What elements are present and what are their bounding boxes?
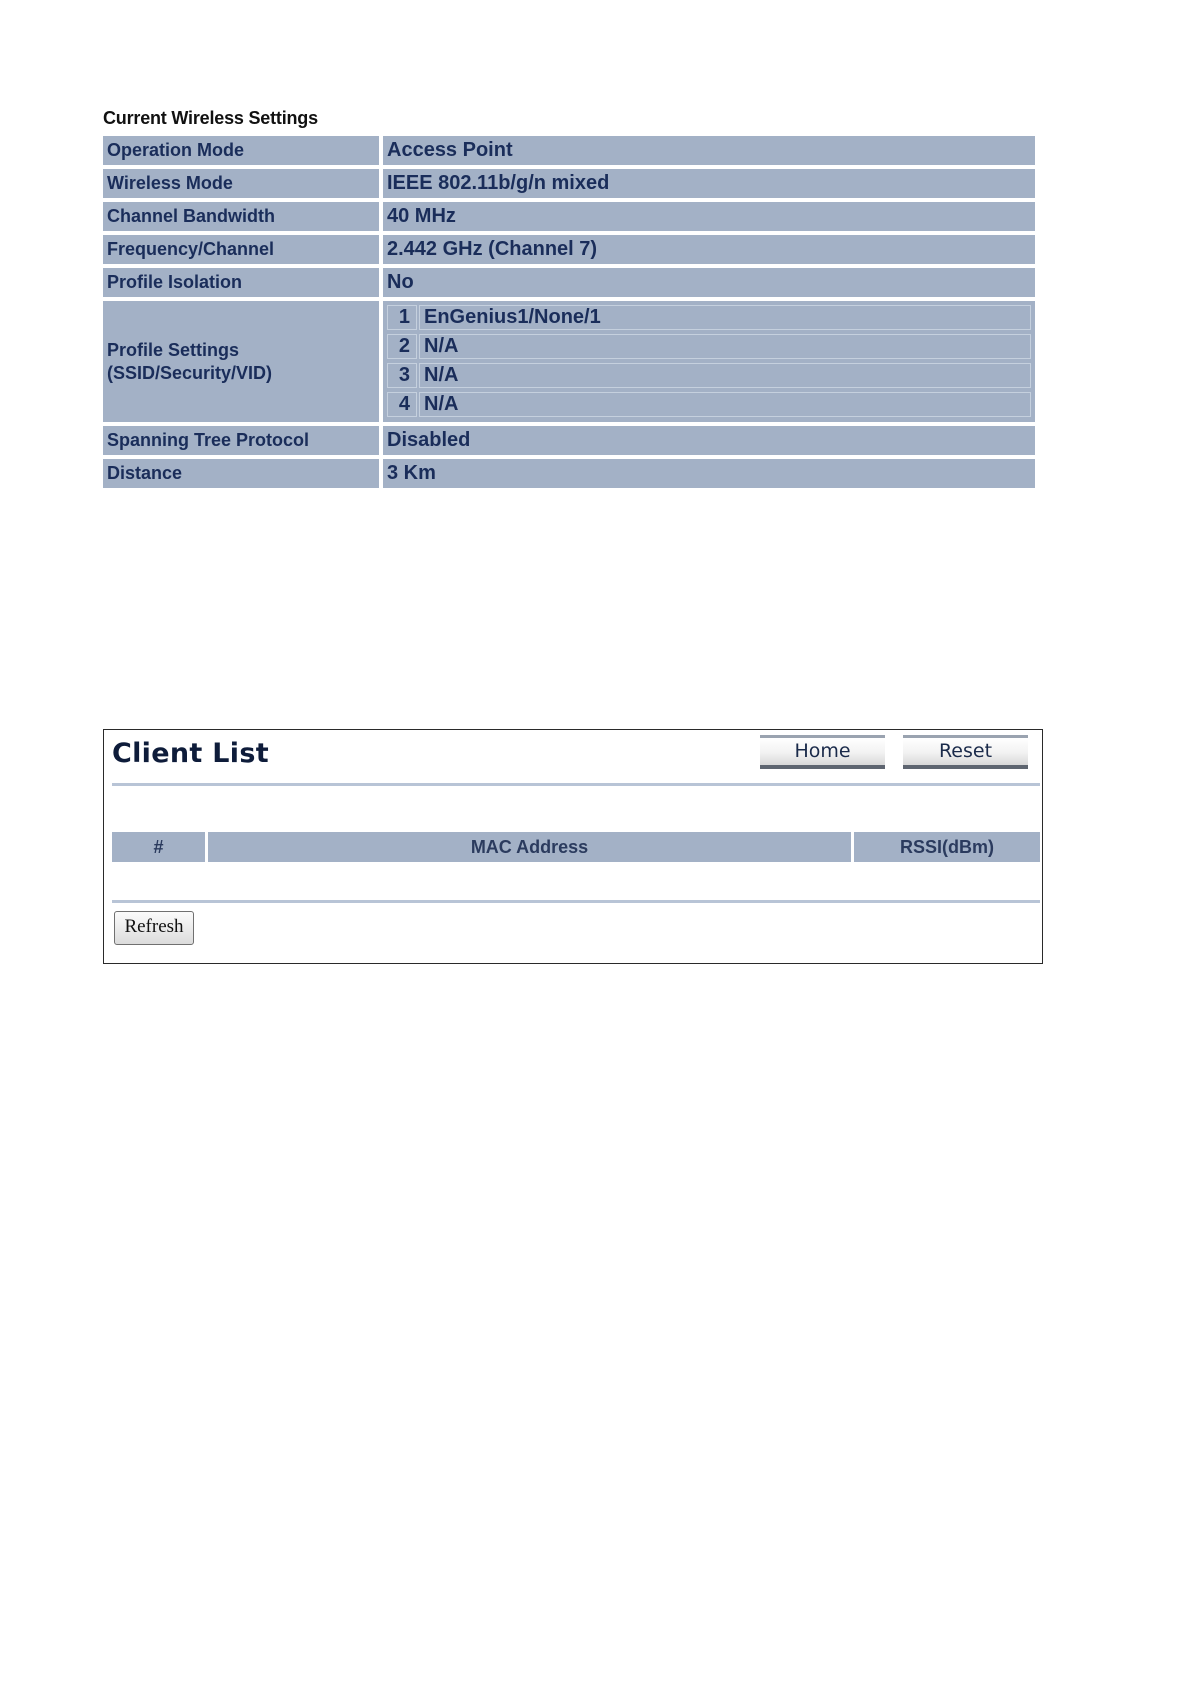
column-header-rssi: RSSI(dBm)	[854, 832, 1040, 862]
profile-item-value: N/A	[419, 363, 1031, 388]
client-list-title: Client List	[112, 738, 269, 769]
settings-label: Operation Mode	[103, 136, 379, 165]
settings-row-profile-isolation	[103, 268, 1035, 297]
settings-label: Frequency/Channel	[103, 235, 379, 264]
settings-value: No	[383, 268, 1035, 297]
profile-item	[387, 363, 1031, 388]
profile-settings-list	[383, 301, 1035, 422]
settings-row-operation-mode	[103, 136, 1035, 165]
profile-item-value: N/A	[419, 392, 1031, 417]
profile-settings-label-line2: (SSID/Security/VID)	[107, 362, 273, 383]
reset-button[interactable]: Reset	[903, 735, 1028, 769]
column-header-number: #	[112, 832, 205, 862]
divider	[112, 783, 1040, 786]
settings-label: Distance	[103, 459, 379, 488]
profile-item	[387, 334, 1031, 359]
settings-value: 2.442 GHz (Channel 7)	[383, 235, 1035, 264]
settings-label: Wireless Mode	[103, 169, 379, 198]
settings-row-distance	[103, 459, 1035, 488]
profile-item	[387, 305, 1031, 330]
settings-title: Current Wireless Settings	[103, 108, 318, 128]
settings-row-profile-settings	[103, 301, 1035, 422]
settings-value: 3 Km	[383, 459, 1035, 488]
settings-value: 40 MHz	[383, 202, 1035, 231]
refresh-button[interactable]: Refresh	[114, 911, 194, 945]
settings-label: Profile Isolation	[103, 268, 379, 297]
settings-row-spanning-tree-protocol	[103, 426, 1035, 455]
home-button[interactable]: Home	[760, 735, 885, 769]
settings-value: Access Point	[383, 136, 1035, 165]
profile-item-number: 4	[387, 392, 417, 417]
divider	[112, 900, 1040, 903]
current-wireless-settings-section	[103, 106, 1035, 492]
profile-item-number: 1	[387, 305, 417, 330]
settings-value: IEEE 802.11b/g/n mixed	[383, 169, 1035, 198]
settings-row-channel-bandwidth	[103, 202, 1035, 231]
settings-value: Disabled	[383, 426, 1035, 455]
profile-settings-label-line1: Profile Settings	[107, 339, 240, 360]
client-list-panel	[103, 729, 1043, 964]
profile-item	[387, 392, 1031, 417]
client-table-header	[112, 832, 1040, 862]
profile-item-value: EnGenius1/None/1	[419, 305, 1031, 330]
column-header-mac-address: MAC Address	[208, 832, 851, 862]
profile-item-value: N/A	[419, 334, 1031, 359]
settings-label: Channel Bandwidth	[103, 202, 379, 231]
settings-row-frequency-channel	[103, 235, 1035, 264]
profile-settings-label	[103, 301, 379, 422]
settings-label: Spanning Tree Protocol	[103, 426, 379, 455]
profile-item-number: 2	[387, 334, 417, 359]
settings-row-wireless-mode	[103, 169, 1035, 198]
profile-item-number: 3	[387, 363, 417, 388]
